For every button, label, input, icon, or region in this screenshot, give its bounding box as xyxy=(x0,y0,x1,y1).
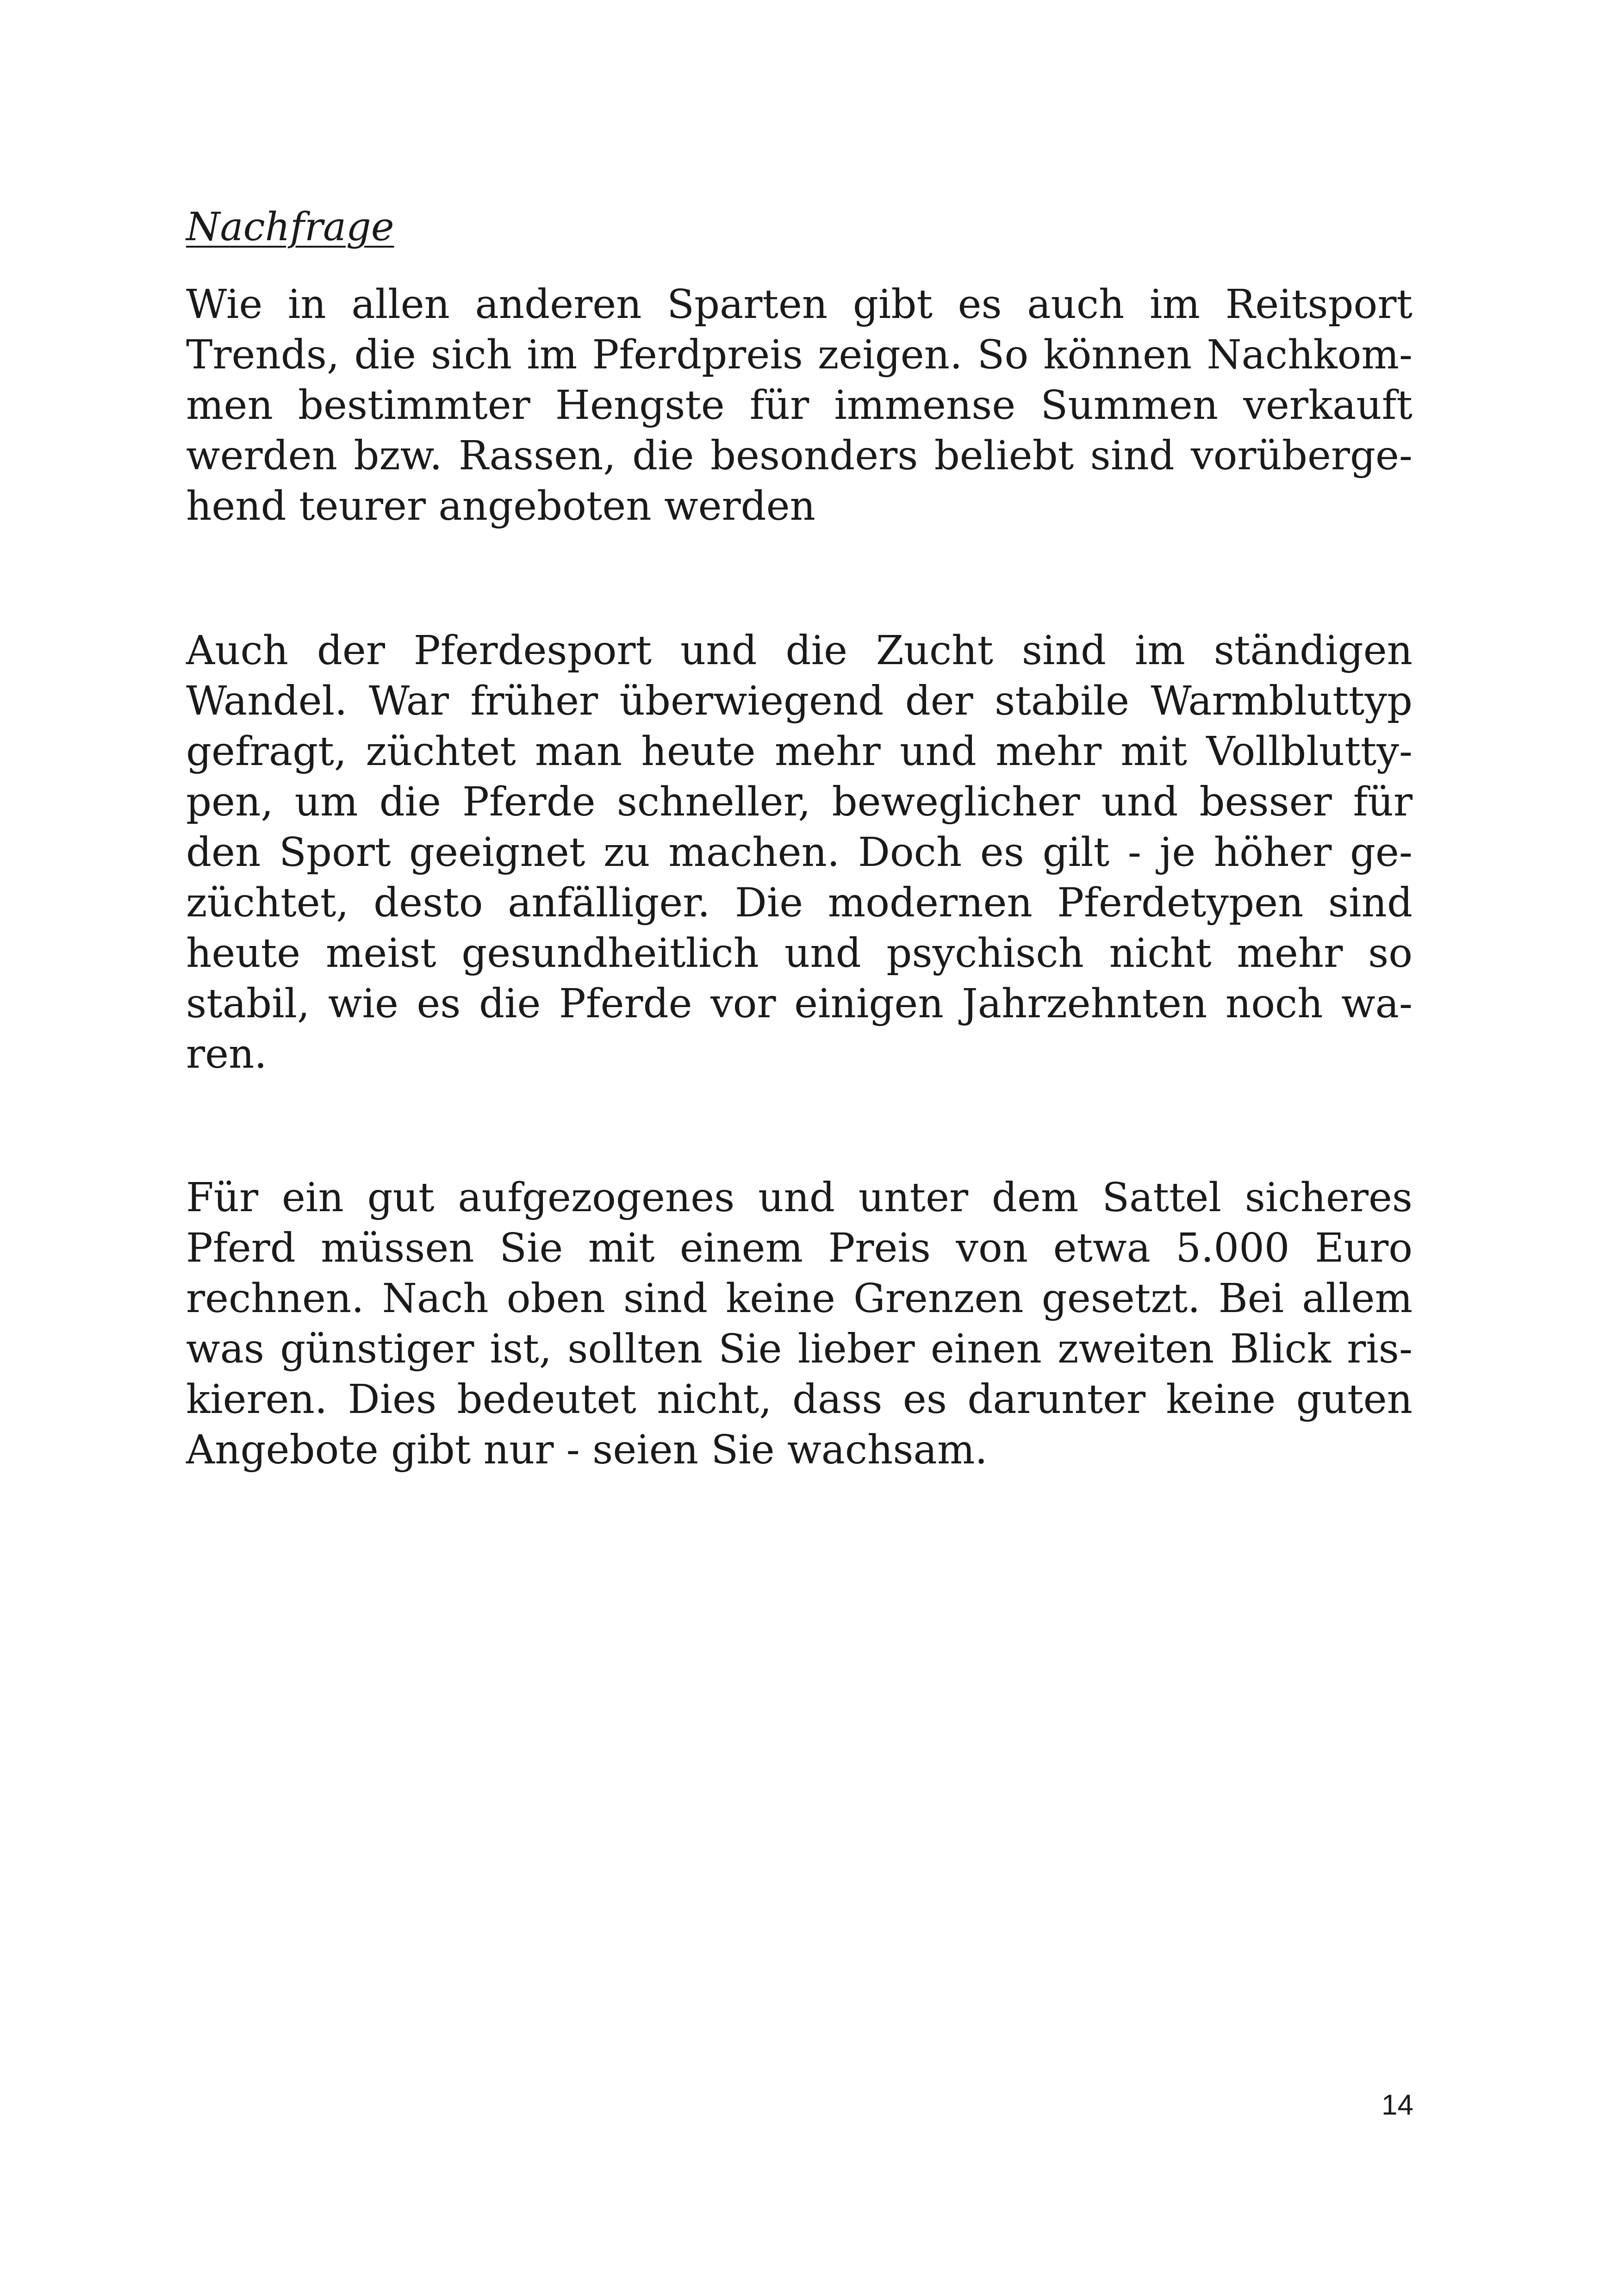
text-line: pen, um die Pferde schneller, beweglicher und besser für xyxy=(186,779,1413,825)
section-heading: Nachfrage xyxy=(186,204,394,249)
text-line: ren. xyxy=(186,1031,267,1077)
text-line: Wie in allen anderen Sparten gibt es auch im Reitsport xyxy=(186,281,1413,328)
text-line: Pferd müssen Sie mit einem Preis von etwa 5.000 Euro xyxy=(186,1225,1413,1271)
page-number: 14 xyxy=(1382,2089,1413,2121)
paragraph-breeding-change xyxy=(186,626,1413,1080)
text-line: den Sport geeignet zu machen. Doch es gilt - je höher ge- xyxy=(186,829,1413,876)
text-line: kieren. Dies bedeutet nicht, dass es darunter keine guten xyxy=(186,1376,1413,1423)
text-line: rechnen. Nach oben sind keine Grenzen gesetzt. Bei allem xyxy=(186,1276,1413,1322)
text-line: hend teurer angeboten werden xyxy=(186,483,815,529)
text-line: stabil, wie es die Pferde vor einigen Jahrzehnten noch wa- xyxy=(186,981,1413,1027)
text-line: gefragt, züchtet man heute mehr und mehr mit Vollblutty- xyxy=(186,728,1413,775)
text-line: züchtet, desto anfälliger. Die modernen Pferdetypen sind xyxy=(186,880,1413,926)
text-line: Trends, die sich im Pferdpreis zeigen. So können Nachkom- xyxy=(186,332,1413,378)
text-line: Auch der Pferdesport und die Zucht sind im ständigen xyxy=(186,628,1413,674)
text-line: men bestimmter Hengste für immense Summen verkauft xyxy=(186,382,1413,429)
text-line: Für ein gut aufgezogenes und unter dem Sattel sicheres xyxy=(186,1175,1413,1221)
text-line: werden bzw. Rassen, die besonders beliebt sind vorüberge- xyxy=(186,433,1413,479)
paragraph-price-guidance xyxy=(186,1173,1413,1475)
text-line: heute meist gesundheitlich und psychisch nicht mehr so xyxy=(186,930,1413,977)
text-line: Wandel. War früher überwiegend der stabile Warmbluttyp xyxy=(186,678,1413,724)
text-line: was günstiger ist, sollten Sie lieber einen zweiten Blick ris- xyxy=(186,1326,1413,1372)
paragraph-demand-trends xyxy=(186,280,1413,532)
text-line: Angebote gibt nur - seien Sie wachsam. xyxy=(186,1427,988,1473)
